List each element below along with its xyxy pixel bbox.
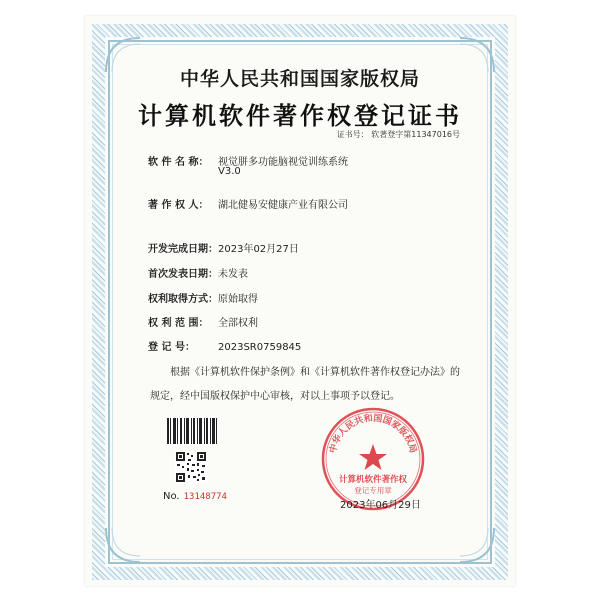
- qr-code-icon: [175, 451, 207, 483]
- barcode-icon: [166, 417, 218, 445]
- serial-label: No.: [163, 491, 180, 502]
- seal-center-text-1: 计算机软件著作权: [338, 475, 408, 485]
- field-value: 全部权利: [218, 318, 258, 329]
- field-acquire-method: [148, 290, 258, 305]
- field-owner: [148, 196, 348, 211]
- certificate-title: 计算机软件著作权登记证书: [138, 101, 462, 130]
- field-label: 权利取得方式：: [148, 294, 218, 305]
- corner-ornament-icon: [104, 526, 142, 564]
- cert-no-value: 软著登字第11347016号: [371, 130, 460, 139]
- field-dev-date: [148, 240, 299, 255]
- field-value: 原始取得: [218, 294, 258, 305]
- field-value: 视觉胼多功能脑视觉训练系统: [218, 157, 348, 168]
- field-label: 著 作 权 人：: [148, 200, 209, 211]
- field-label: 软 件 名 称：: [148, 157, 209, 168]
- field-label: 登 记 号：: [148, 342, 195, 353]
- field-label: 开发完成日期：: [148, 244, 218, 255]
- field-registration-number: [148, 338, 301, 353]
- cert-no-label: 证书号：: [336, 130, 369, 139]
- field-publish-date: [148, 265, 248, 280]
- serial-number: [163, 491, 227, 502]
- body-paragraph-line1: 根据《计算机软件保护条例》和《计算机软件著作权登记办法》的: [170, 367, 460, 378]
- field-label: 权 利 范 围：: [148, 318, 209, 329]
- field-value: 湖北健易安健康产业有限公司: [218, 200, 348, 211]
- field-label: 首次发表日期：: [148, 269, 218, 280]
- seal-star-icon: [359, 444, 387, 470]
- seal-center-text-2: 登记专用章: [354, 486, 392, 495]
- field-software-name: [148, 153, 348, 177]
- seal-arc-text: 中华人民共和国国家版权局: [328, 413, 418, 455]
- field-value: 未发表: [218, 269, 248, 280]
- issue-date: 2023年06月29日: [340, 500, 421, 511]
- issuer-title: 中华人民共和国国家版权局: [179, 68, 420, 90]
- software-version: V3.0: [218, 166, 241, 177]
- corner-ornament-icon: [458, 526, 496, 564]
- field-value: 2023年02月27日: [218, 244, 299, 255]
- body-paragraph-line2: 规定，经中国版权保护中心审核，对以上事项予以登记。: [150, 391, 400, 402]
- field-rights-scope: [148, 314, 258, 329]
- serial-value: 13148774: [183, 492, 227, 502]
- certificate-number: [337, 129, 460, 140]
- field-value: 2023SR0759845: [218, 342, 302, 353]
